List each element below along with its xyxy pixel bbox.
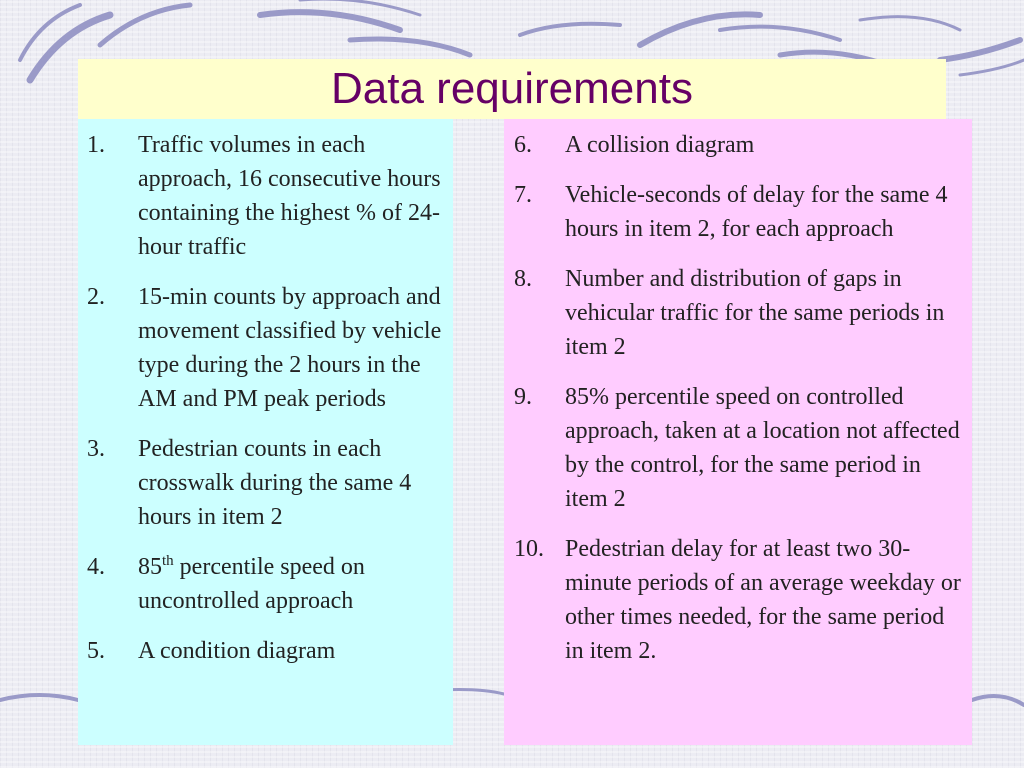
item-text: 85% percentile speed on controlled approach, taken at a location not affected by the control, for the same period in item 2 xyxy=(565,384,960,512)
list-item xyxy=(504,178,962,246)
left-panel xyxy=(78,119,453,745)
item-text: Vehicle-seconds of delay for the same 4 hours in item 2, for each approach xyxy=(565,182,948,242)
list-item xyxy=(504,262,962,364)
list-item xyxy=(504,128,962,162)
item-text: A collision diagram xyxy=(565,132,755,158)
requirements-list-left xyxy=(78,119,453,668)
list-item xyxy=(78,432,445,534)
item-text: Traffic volumes in each approach, 16 consecutive hours containing the highest % of 24-hour traffic xyxy=(138,132,441,260)
item-number: 5. xyxy=(87,638,105,664)
item-number: 9. xyxy=(514,384,532,410)
list-item xyxy=(504,532,962,668)
item-number: 2. xyxy=(87,284,105,310)
item-text xyxy=(138,554,365,614)
page-title: Data requirements xyxy=(331,64,693,113)
list-item xyxy=(504,380,962,516)
item-number: 8. xyxy=(514,266,532,292)
item-number: 6. xyxy=(514,132,532,158)
list-item xyxy=(78,550,445,618)
item-text: 15-min counts by approach and movement classified by vehicle type during the 2 hours in the AM and PM peak periods xyxy=(138,284,442,412)
item-number: 10. xyxy=(514,536,544,562)
item-text: A condition diagram xyxy=(138,638,336,664)
item-text-pre: 85 xyxy=(138,554,162,580)
requirements-list-right xyxy=(504,119,972,668)
list-item xyxy=(78,128,445,264)
item-text: Number and distribution of gaps in vehicular traffic for the same periods in item 2 xyxy=(565,266,945,360)
item-text: Pedestrian counts in each crosswalk during the same 4 hours in item 2 xyxy=(138,436,412,530)
item-number: 7. xyxy=(514,182,532,208)
right-panel xyxy=(504,119,972,745)
superscript: th xyxy=(162,553,174,569)
list-item xyxy=(78,280,445,416)
item-number: 4. xyxy=(87,554,105,580)
item-number: 1. xyxy=(87,132,105,158)
title-bar xyxy=(78,59,946,119)
list-item xyxy=(78,634,445,668)
item-text: Pedestrian delay for at least two 30-minute periods of an average weekday or other times needed, for the same period in item 2. xyxy=(565,536,961,664)
item-number: 3. xyxy=(87,436,105,462)
item-text-post: percentile speed on uncontrolled approach xyxy=(138,554,365,614)
